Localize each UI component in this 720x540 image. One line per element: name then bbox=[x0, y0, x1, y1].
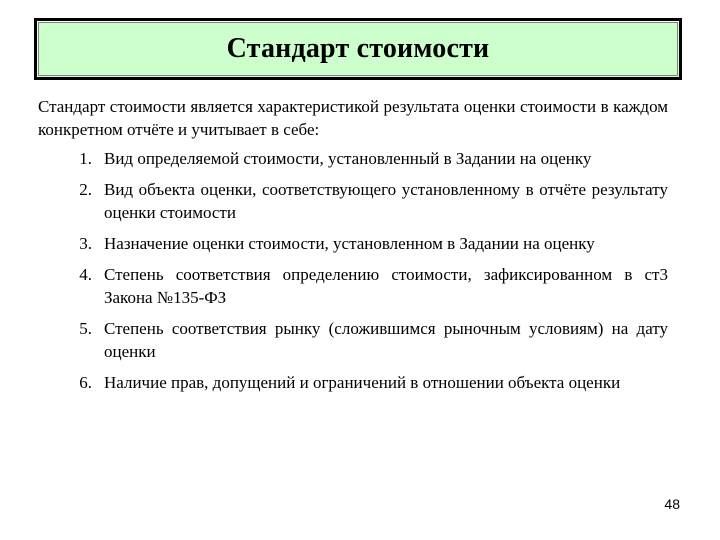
list-item-number: 6. bbox=[79, 373, 92, 392]
list-item-text: Вид объекта оценки, соответствующего установленному в отчёте результату оценки стоимости bbox=[104, 180, 668, 222]
list-item-number: 4. bbox=[79, 265, 92, 284]
numbered-list bbox=[38, 147, 668, 394]
list-item-number: 2. bbox=[79, 180, 92, 199]
title-box bbox=[34, 18, 682, 80]
list-item-text: Степень соответствия определению стоимости, зафиксированном в ст3 Закона №135-ФЗ bbox=[104, 265, 668, 307]
page-number: 48 bbox=[664, 496, 680, 512]
list-item-number: 1. bbox=[79, 149, 92, 168]
slide-title: Стандарт стоимости bbox=[226, 33, 490, 64]
list-item-text: Назначение оценки стоимости, установленном в Задании на оценку bbox=[104, 234, 595, 253]
slide-content bbox=[38, 95, 668, 402]
list-item-text: Наличие прав, допущений и ограничений в отношении объекта оценки bbox=[104, 373, 621, 392]
list-item-number: 3. bbox=[79, 234, 92, 253]
list-item-number: 5. bbox=[79, 319, 92, 338]
list-item-text: Вид определяемой стоимости, установленный в Задании на оценку bbox=[104, 149, 592, 168]
list-item bbox=[38, 178, 668, 224]
list-item-text: Степень соответствия рынку (сложившимся рыночным условиям) на дату оценки bbox=[104, 319, 668, 361]
list-item bbox=[38, 371, 668, 394]
list-item bbox=[38, 317, 668, 363]
list-item bbox=[38, 147, 668, 170]
list-item bbox=[38, 263, 668, 309]
list-item bbox=[38, 232, 668, 255]
intro-paragraph: Стандарт стоимости является характеристикой результата оценки стоимости в каждом конкретном отчёте и учитывает в себе: bbox=[38, 97, 668, 139]
